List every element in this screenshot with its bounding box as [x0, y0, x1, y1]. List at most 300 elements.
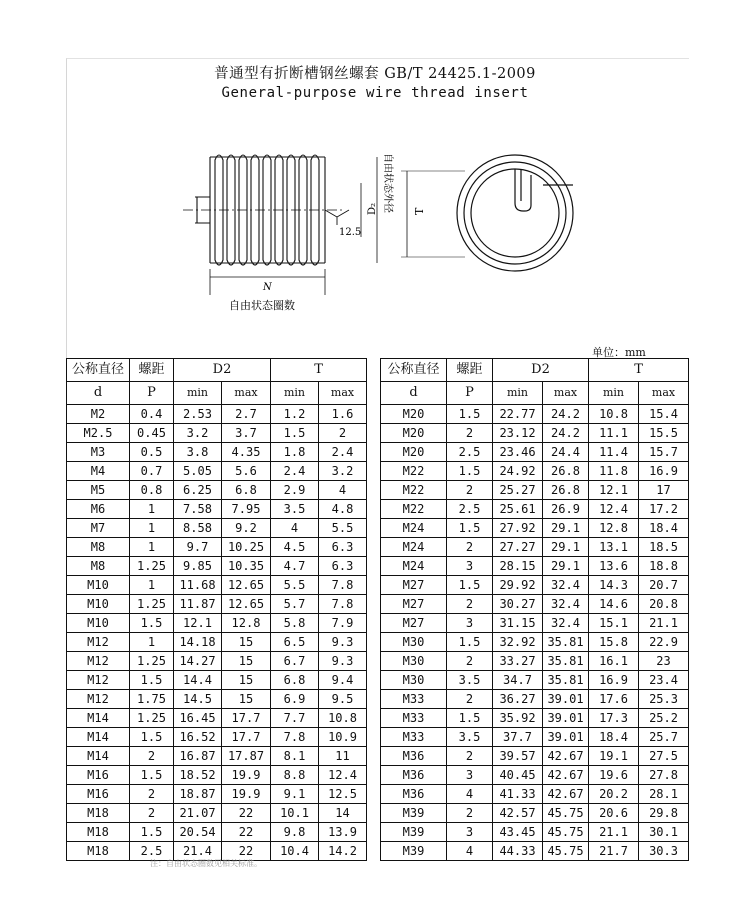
cell-nominal-diameter: M27 [381, 614, 447, 633]
cell-nominal-diameter: M20 [381, 405, 447, 424]
table-row [67, 614, 367, 633]
cell-d2-min: 21.07 [174, 804, 222, 823]
cell-d2-max: 42.67 [543, 766, 589, 785]
cell-t-max: 7.8 [319, 576, 367, 595]
unit-label: 单位：mm [592, 346, 646, 359]
cell-t-min: 14.6 [589, 595, 639, 614]
cell-pitch: 1.5 [130, 614, 174, 633]
cell-nominal-diameter: M33 [381, 690, 447, 709]
cell-d2-min: 34.7 [493, 671, 543, 690]
table-row [381, 481, 689, 500]
cell-nominal-diameter: M22 [381, 481, 447, 500]
cell-d2-min: 22.77 [493, 405, 543, 424]
cell-t-max: 10.8 [319, 709, 367, 728]
cell-nominal-diameter: M20 [381, 443, 447, 462]
cell-d2-max: 10.35 [222, 557, 271, 576]
cell-t-min: 12.4 [589, 500, 639, 519]
table-row [381, 747, 689, 766]
cell-d2-max: 5.6 [222, 462, 271, 481]
cell-pitch: 3 [447, 614, 493, 633]
table-row [67, 633, 367, 652]
table-row [67, 538, 367, 557]
cell-d2-min: 8.58 [174, 519, 222, 538]
cell-t-max: 15.5 [639, 424, 689, 443]
footnote: 注：自由状态圈数见相关标准。 [150, 859, 262, 868]
cell-nominal-diameter: M8 [67, 557, 130, 576]
cell-t-max: 21.1 [639, 614, 689, 633]
table-row [67, 709, 367, 728]
cell-pitch: 3 [447, 557, 493, 576]
cell-pitch: 1 [130, 519, 174, 538]
table-row [67, 747, 367, 766]
cell-nominal-diameter: M16 [67, 785, 130, 804]
table-row [381, 766, 689, 785]
cell-pitch: 1.25 [130, 595, 174, 614]
cell-d2-min: 18.87 [174, 785, 222, 804]
table-row [381, 671, 689, 690]
table-row [67, 652, 367, 671]
cell-nominal-diameter: M30 [381, 652, 447, 671]
coil-end-view [457, 155, 573, 271]
cell-t-min: 5.5 [271, 576, 319, 595]
insert-drawing [175, 145, 595, 315]
cell-d2-min: 23.46 [493, 443, 543, 462]
cell-t-min: 13.6 [589, 557, 639, 576]
cell-d2-max: 32.4 [543, 595, 589, 614]
cell-pitch: 1.5 [130, 671, 174, 690]
cell-t-min: 3.5 [271, 500, 319, 519]
cell-t-max: 12.5 [319, 785, 367, 804]
header-p: P [447, 382, 493, 405]
cell-t-max: 25.2 [639, 709, 689, 728]
table-row [67, 557, 367, 576]
header-t-max: max [639, 382, 689, 405]
cell-nominal-diameter: M33 [381, 728, 447, 747]
cell-d2-min: 20.54 [174, 823, 222, 842]
table-row [381, 785, 689, 804]
cell-pitch: 1.25 [130, 557, 174, 576]
cell-nominal-diameter: M18 [67, 804, 130, 823]
cell-t-max: 7.8 [319, 595, 367, 614]
t-label: T [413, 207, 426, 215]
cell-nominal-diameter: M24 [381, 519, 447, 538]
cell-d2-min: 33.27 [493, 652, 543, 671]
cell-t-min: 5.8 [271, 614, 319, 633]
cell-nominal-diameter: M8 [67, 538, 130, 557]
cell-t-max: 17 [639, 481, 689, 500]
cell-nominal-diameter: M2 [67, 405, 130, 424]
table-row [67, 576, 367, 595]
cell-nominal-diameter: M18 [67, 842, 130, 861]
cell-d2-min: 24.92 [493, 462, 543, 481]
cell-d2-min: 16.52 [174, 728, 222, 747]
cell-t-max: 18.5 [639, 538, 689, 557]
cell-t-min: 5.7 [271, 595, 319, 614]
cell-nominal-diameter: M36 [381, 785, 447, 804]
cell-t-max: 29.8 [639, 804, 689, 823]
cell-t-min: 19.1 [589, 747, 639, 766]
cell-nominal-diameter: M22 [381, 500, 447, 519]
table-row [381, 443, 689, 462]
spec-table-left [66, 358, 367, 861]
cell-t-min: 6.5 [271, 633, 319, 652]
cell-pitch: 2 [447, 652, 493, 671]
cell-d2-max: 32.4 [543, 576, 589, 595]
cell-t-min: 16.9 [589, 671, 639, 690]
header-t: T [589, 359, 689, 382]
cell-t-min: 6.7 [271, 652, 319, 671]
cell-t-max: 25.3 [639, 690, 689, 709]
cell-d2-min: 11.87 [174, 595, 222, 614]
cell-d2-min: 3.8 [174, 443, 222, 462]
cell-d2-max: 19.9 [222, 766, 271, 785]
table-row [381, 633, 689, 652]
cell-nominal-diameter: M36 [381, 747, 447, 766]
cell-pitch: 1.5 [447, 633, 493, 652]
cell-nominal-diameter: M10 [67, 595, 130, 614]
cell-t-max: 4 [319, 481, 367, 500]
cell-nominal-diameter: M5 [67, 481, 130, 500]
cell-d2-min: 39.57 [493, 747, 543, 766]
cell-t-min: 4 [271, 519, 319, 538]
cell-nominal-diameter: M14 [67, 709, 130, 728]
cell-d2-min: 41.33 [493, 785, 543, 804]
cell-t-min: 12.8 [589, 519, 639, 538]
cell-d2-max: 45.75 [543, 842, 589, 861]
cell-t-max: 9.4 [319, 671, 367, 690]
cell-d2-min: 28.15 [493, 557, 543, 576]
cell-t-min: 10.8 [589, 405, 639, 424]
cell-d2-max: 19.9 [222, 785, 271, 804]
cell-d2-max: 29.1 [543, 519, 589, 538]
header-t-max: max [319, 382, 367, 405]
spec-table-left-body [67, 405, 367, 861]
cell-nominal-diameter: M4 [67, 462, 130, 481]
cell-d2-min: 21.4 [174, 842, 222, 861]
header-d2-min: min [493, 382, 543, 405]
cell-d2-max: 15 [222, 633, 271, 652]
cell-d2-min: 16.45 [174, 709, 222, 728]
title-chinese: 普通型有折断槽钢丝螺套 GB/T 24425.1-2009 [214, 66, 536, 82]
cell-d2-max: 22 [222, 842, 271, 861]
cell-d2-min: 6.25 [174, 481, 222, 500]
cell-d2-max: 35.81 [543, 633, 589, 652]
cell-t-min: 16.1 [589, 652, 639, 671]
cell-pitch: 1.75 [130, 690, 174, 709]
cell-d2-min: 32.92 [493, 633, 543, 652]
cell-nominal-diameter: M18 [67, 823, 130, 842]
cell-t-max: 27.8 [639, 766, 689, 785]
cell-t-min: 17.3 [589, 709, 639, 728]
cell-d2-max: 26.9 [543, 500, 589, 519]
cell-nominal-diameter: M14 [67, 728, 130, 747]
header-d2-max: max [543, 382, 589, 405]
cell-d2-max: 6.8 [222, 481, 271, 500]
table-row [381, 538, 689, 557]
cell-nominal-diameter: M36 [381, 766, 447, 785]
cell-pitch: 2.5 [130, 842, 174, 861]
table-row [381, 424, 689, 443]
header-d2: D2 [174, 359, 271, 382]
cell-d2-min: 25.27 [493, 481, 543, 500]
table-row [381, 652, 689, 671]
cell-d2-min: 7.58 [174, 500, 222, 519]
cell-nominal-diameter: M10 [67, 614, 130, 633]
cell-pitch: 2 [447, 747, 493, 766]
table-row [67, 462, 367, 481]
cell-t-min: 20.6 [589, 804, 639, 823]
cell-nominal-diameter: M39 [381, 823, 447, 842]
cell-t-max: 2 [319, 424, 367, 443]
cell-d2-max: 42.67 [543, 747, 589, 766]
cell-pitch: 0.4 [130, 405, 174, 424]
cell-t-max: 20.8 [639, 595, 689, 614]
cell-nominal-diameter: M14 [67, 747, 130, 766]
cell-pitch: 3 [447, 823, 493, 842]
cell-t-min: 21.7 [589, 842, 639, 861]
cell-d2-max: 26.8 [543, 481, 589, 500]
table-row [67, 443, 367, 462]
cell-d2-max: 15 [222, 652, 271, 671]
table-row [381, 823, 689, 842]
cell-t-min: 6.9 [271, 690, 319, 709]
cell-t-max: 15.4 [639, 405, 689, 424]
cell-t-max: 2.4 [319, 443, 367, 462]
cell-t-max: 30.1 [639, 823, 689, 842]
cell-pitch: 2 [447, 481, 493, 500]
table-row [67, 823, 367, 842]
cell-nominal-diameter: M27 [381, 595, 447, 614]
cell-t-min: 1.2 [271, 405, 319, 424]
cell-pitch: 1.25 [130, 709, 174, 728]
cell-t-min: 14.3 [589, 576, 639, 595]
header-t: T [271, 359, 367, 382]
header-pitch: 螺距 [130, 359, 174, 382]
table-row [67, 766, 367, 785]
cell-t-max: 23.4 [639, 671, 689, 690]
cell-nominal-diameter: M16 [67, 766, 130, 785]
cell-pitch: 2.5 [447, 443, 493, 462]
d2-label: D₂ [367, 202, 378, 215]
cell-t-min: 9.8 [271, 823, 319, 842]
header-d2: D2 [493, 359, 589, 382]
table-row [67, 671, 367, 690]
cell-t-max: 4.8 [319, 500, 367, 519]
cell-t-max: 3.2 [319, 462, 367, 481]
cell-d2-max: 35.81 [543, 652, 589, 671]
cell-t-min: 4.5 [271, 538, 319, 557]
cell-t-min: 19.6 [589, 766, 639, 785]
spec-table-right-body [381, 405, 689, 861]
cell-nominal-diameter: M12 [67, 633, 130, 652]
cell-pitch: 2.5 [447, 500, 493, 519]
cell-d2-max: 3.7 [222, 424, 271, 443]
cell-d2-max: 17.7 [222, 728, 271, 747]
cell-t-max: 6.3 [319, 538, 367, 557]
cell-d2-min: 35.92 [493, 709, 543, 728]
cell-t-min: 6.8 [271, 671, 319, 690]
cell-t-min: 20.2 [589, 785, 639, 804]
cell-nominal-diameter: M10 [67, 576, 130, 595]
cell-d2-max: 29.1 [543, 538, 589, 557]
cell-d2-min: 29.92 [493, 576, 543, 595]
cell-t-min: 17.6 [589, 690, 639, 709]
free-state-turns-label: 自由状态圈数 [229, 299, 295, 312]
cell-t-min: 18.4 [589, 728, 639, 747]
cell-pitch: 1 [130, 538, 174, 557]
cell-t-max: 11 [319, 747, 367, 766]
cell-nominal-diameter: M27 [381, 576, 447, 595]
table-row [67, 519, 367, 538]
cell-pitch: 1 [130, 576, 174, 595]
cell-t-min: 21.1 [589, 823, 639, 842]
cell-pitch: 2 [130, 804, 174, 823]
cell-d2-min: 25.61 [493, 500, 543, 519]
cell-d2-min: 9.85 [174, 557, 222, 576]
cell-t-min: 4.7 [271, 557, 319, 576]
table-row [67, 728, 367, 747]
cell-t-min: 11.1 [589, 424, 639, 443]
cell-d2-max: 12.65 [222, 595, 271, 614]
cell-t-max: 6.3 [319, 557, 367, 576]
cell-d2-max: 45.75 [543, 804, 589, 823]
header-t-min: min [271, 382, 319, 405]
spec-table-right [380, 358, 689, 861]
cell-pitch: 2 [130, 785, 174, 804]
cell-d2-min: 37.7 [493, 728, 543, 747]
cell-nominal-diameter: M24 [381, 557, 447, 576]
table-row [67, 405, 367, 424]
n-label: N [263, 282, 272, 293]
cell-t-max: 23 [639, 652, 689, 671]
cell-d2-max: 9.2 [222, 519, 271, 538]
header-d: d [67, 382, 130, 405]
cell-nominal-diameter: M12 [67, 690, 130, 709]
table-row [67, 500, 367, 519]
cell-nominal-diameter: M3 [67, 443, 130, 462]
cell-pitch: 0.7 [130, 462, 174, 481]
cell-t-max: 14 [319, 804, 367, 823]
cell-t-min: 1.5 [271, 424, 319, 443]
cell-d2-max: 39.01 [543, 690, 589, 709]
cell-t-max: 9.3 [319, 652, 367, 671]
cell-t-max: 28.1 [639, 785, 689, 804]
cell-t-max: 12.4 [319, 766, 367, 785]
cell-d2-min: 23.12 [493, 424, 543, 443]
cell-pitch: 2 [447, 690, 493, 709]
cell-d2-min: 5.05 [174, 462, 222, 481]
cell-d2-min: 36.27 [493, 690, 543, 709]
cell-t-min: 15.8 [589, 633, 639, 652]
cell-nominal-diameter: M7 [67, 519, 130, 538]
cell-pitch: 4 [447, 842, 493, 861]
cell-d2-max: 24.2 [543, 405, 589, 424]
cell-pitch: 1 [130, 500, 174, 519]
table-row [381, 614, 689, 633]
cell-d2-max: 12.8 [222, 614, 271, 633]
cell-d2-max: 42.67 [543, 785, 589, 804]
cell-t-max: 13.9 [319, 823, 367, 842]
cell-t-max: 18.8 [639, 557, 689, 576]
cell-d2-max: 15 [222, 690, 271, 709]
cell-pitch: 1.5 [447, 405, 493, 424]
cell-nominal-diameter: M12 [67, 671, 130, 690]
cell-d2-max: 12.65 [222, 576, 271, 595]
cell-t-max: 16.9 [639, 462, 689, 481]
cell-d2-max: 15 [222, 671, 271, 690]
table-row [381, 557, 689, 576]
cell-pitch: 1.5 [447, 709, 493, 728]
cell-d2-min: 14.5 [174, 690, 222, 709]
cell-nominal-diameter: M39 [381, 804, 447, 823]
cell-t-min: 11.4 [589, 443, 639, 462]
table-row [381, 728, 689, 747]
cell-t-max: 7.9 [319, 614, 367, 633]
table-row [67, 424, 367, 443]
cell-d2-max: 35.81 [543, 671, 589, 690]
angle-label: 12.5 [339, 227, 362, 238]
cell-d2-min: 31.15 [493, 614, 543, 633]
header-nominal-diameter: 公称直径 [67, 359, 130, 382]
cell-d2-max: 7.95 [222, 500, 271, 519]
cell-pitch: 1.5 [130, 766, 174, 785]
cell-d2-max: 45.75 [543, 823, 589, 842]
title-english: General-purpose wire thread insert [221, 85, 529, 101]
cell-pitch: 1.5 [130, 823, 174, 842]
header-t-min: min [589, 382, 639, 405]
cell-pitch: 2 [447, 595, 493, 614]
cell-nominal-diameter: M33 [381, 709, 447, 728]
cell-d2-min: 42.57 [493, 804, 543, 823]
cell-t-min: 7.8 [271, 728, 319, 747]
table-row [381, 842, 689, 861]
cell-d2-min: 18.52 [174, 766, 222, 785]
cell-t-max: 5.5 [319, 519, 367, 538]
cell-nominal-diameter: M30 [381, 671, 447, 690]
table-row [381, 690, 689, 709]
cell-pitch: 1.5 [447, 462, 493, 481]
cell-d2-min: 14.27 [174, 652, 222, 671]
header-d2-max: max [222, 382, 271, 405]
header-d: d [381, 382, 447, 405]
cell-nominal-diameter: M39 [381, 842, 447, 861]
cell-pitch: 1.25 [130, 652, 174, 671]
cell-d2-min: 11.68 [174, 576, 222, 595]
cell-d2-min: 44.33 [493, 842, 543, 861]
header-d2-min: min [174, 382, 222, 405]
table-row [381, 500, 689, 519]
cell-pitch: 3.5 [447, 728, 493, 747]
cell-t-max: 27.5 [639, 747, 689, 766]
cell-t-min: 8.8 [271, 766, 319, 785]
cell-pitch: 0.5 [130, 443, 174, 462]
cell-t-max: 9.5 [319, 690, 367, 709]
cell-t-min: 15.1 [589, 614, 639, 633]
cell-pitch: 2 [447, 804, 493, 823]
cell-pitch: 0.8 [130, 481, 174, 500]
cell-t-min: 12.1 [589, 481, 639, 500]
cell-t-max: 22.9 [639, 633, 689, 652]
cell-nominal-diameter: M24 [381, 538, 447, 557]
cell-pitch: 0.45 [130, 424, 174, 443]
cell-d2-min: 12.1 [174, 614, 222, 633]
cell-d2-max: 17.7 [222, 709, 271, 728]
cell-nominal-diameter: M6 [67, 500, 130, 519]
cell-t-min: 1.8 [271, 443, 319, 462]
header-p: P [130, 382, 174, 405]
cell-d2-min: 3.2 [174, 424, 222, 443]
table-row [381, 405, 689, 424]
